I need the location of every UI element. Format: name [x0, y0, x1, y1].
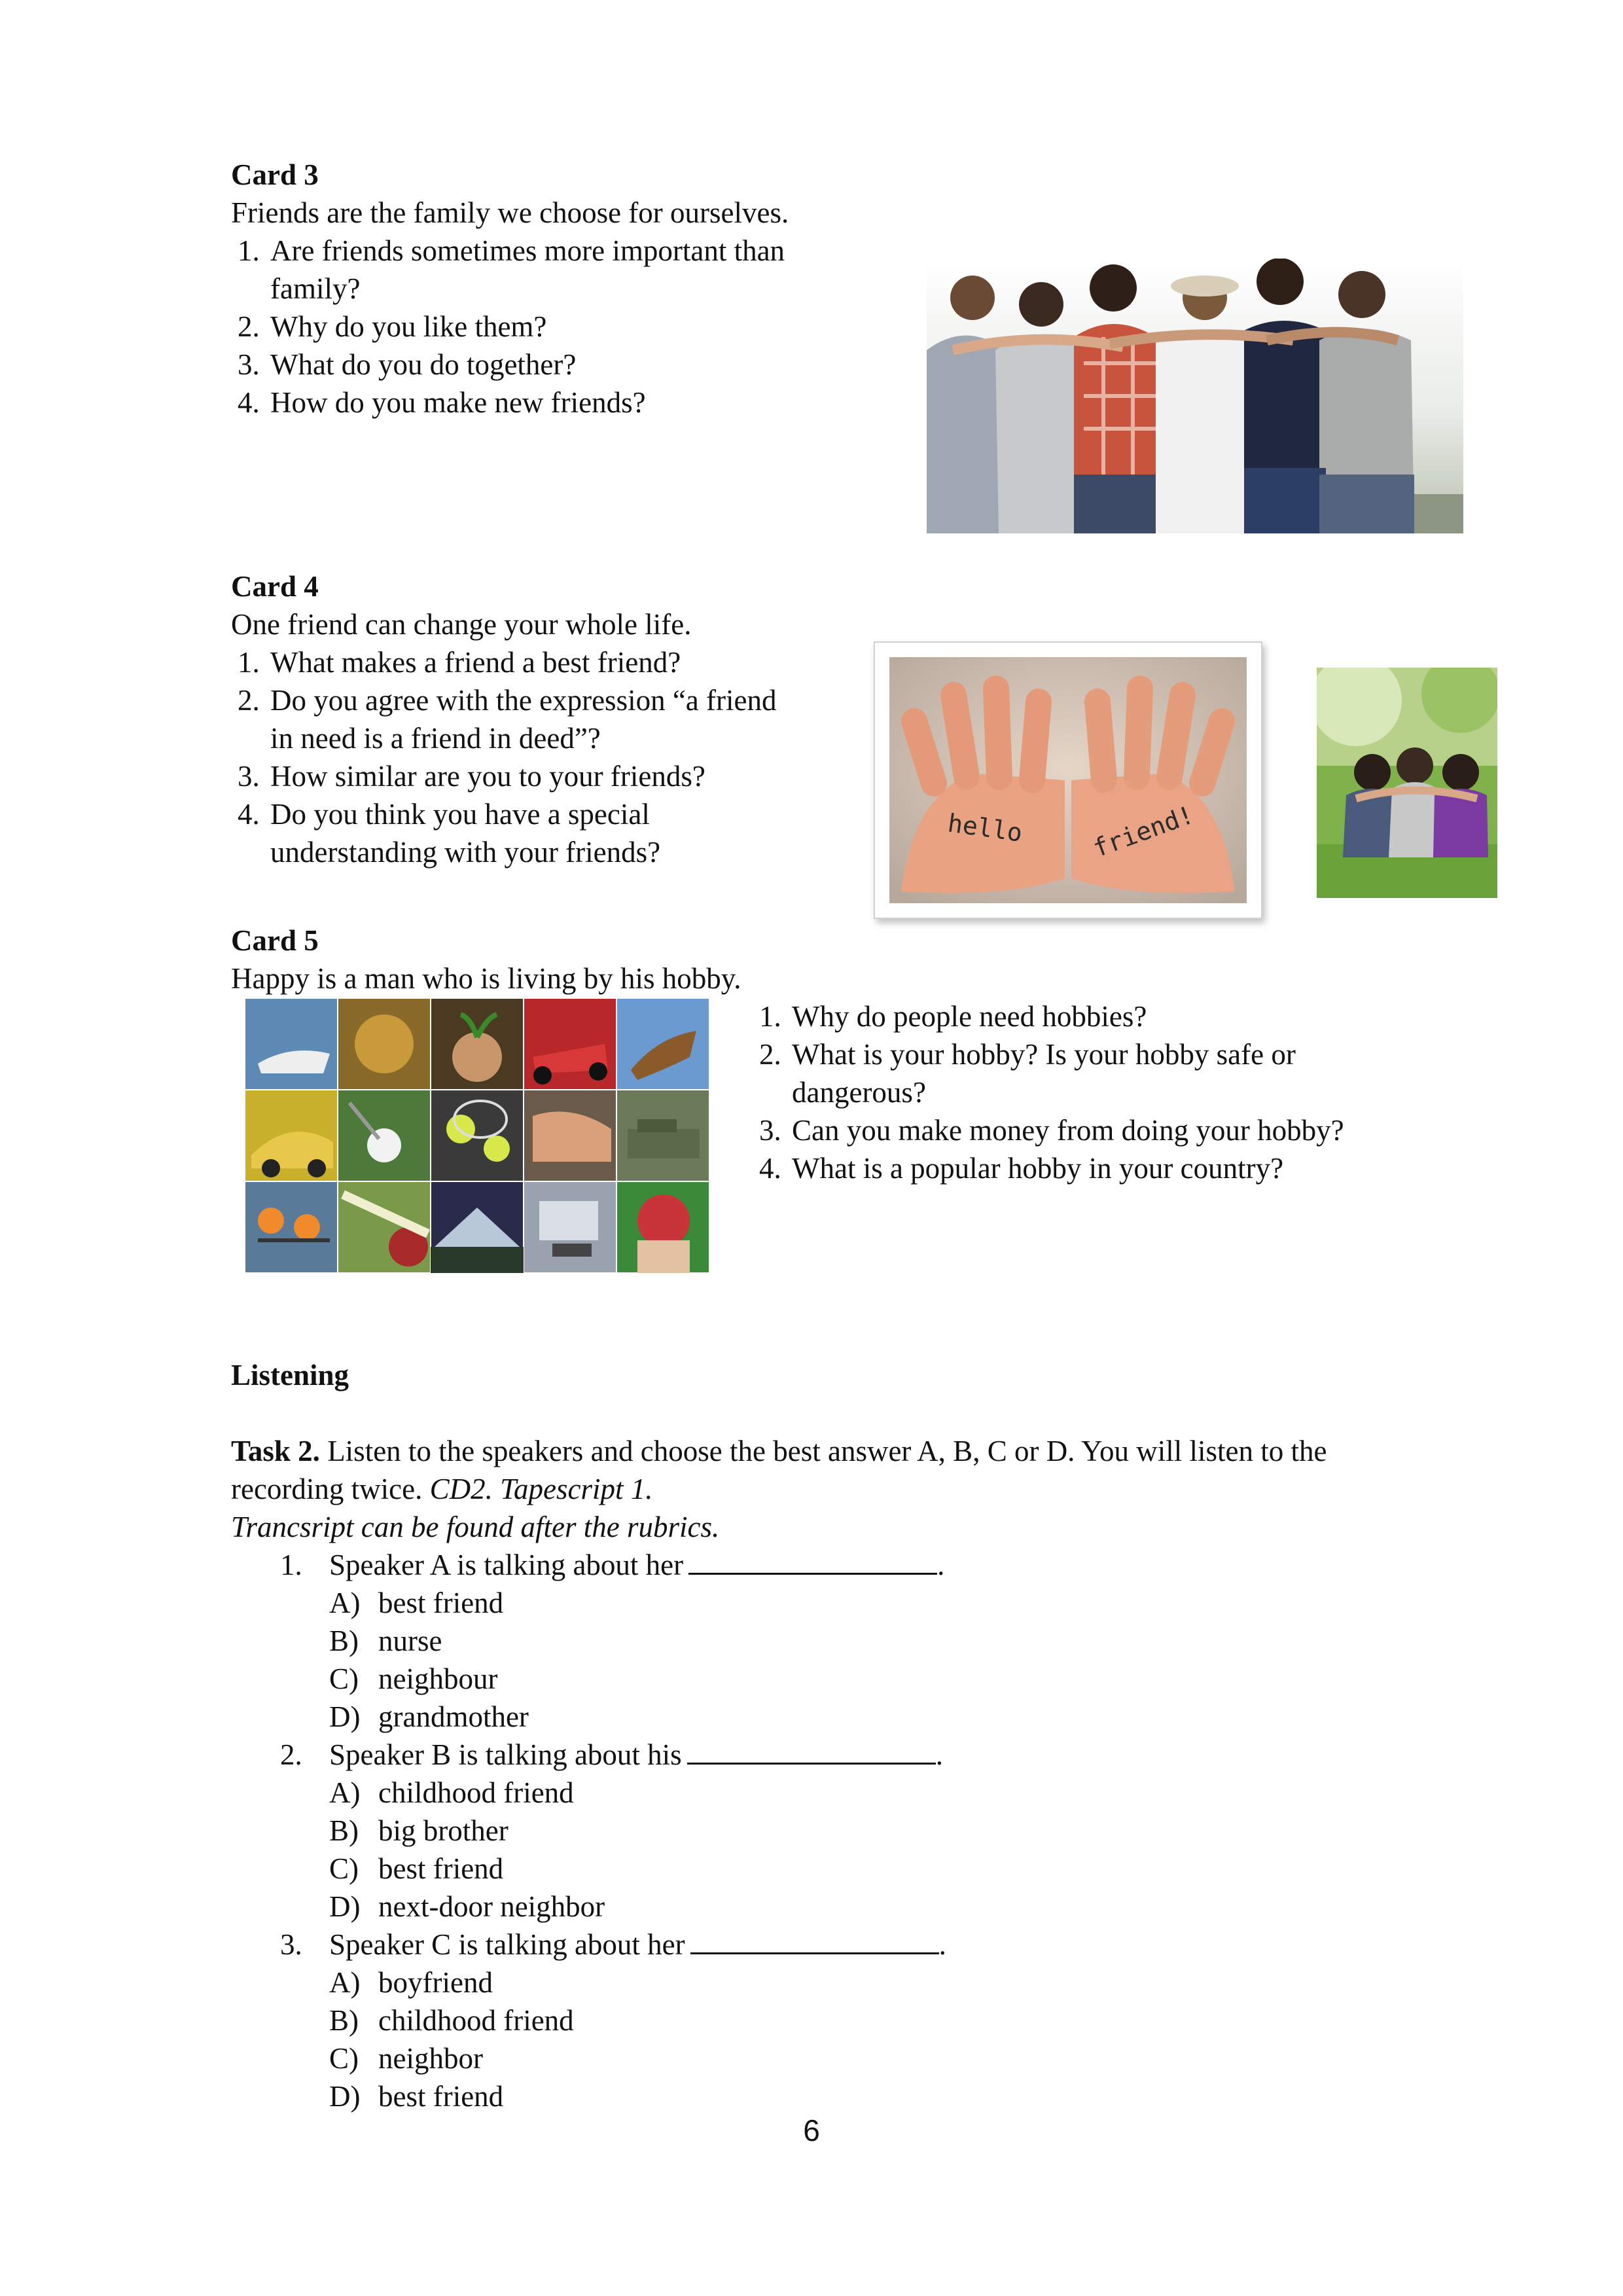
answer-option-text: best friend	[378, 2080, 504, 2113]
listening-questions	[231, 1546, 1514, 2115]
answer-option-letter: C)	[329, 1662, 359, 1695]
card-3-section	[231, 156, 885, 422]
listening-question-number: 3.	[280, 1928, 302, 1961]
hand-right-text: friend!	[1089, 800, 1198, 863]
listening-question-number: 1.	[280, 1549, 302, 1581]
card-3-title: Card 3	[231, 158, 319, 191]
question-item	[231, 346, 885, 384]
question-text-line: How similar are you to your friends?	[270, 760, 705, 793]
answer-option-text: big brother	[378, 1814, 508, 1847]
task-2-label: Task 2.	[231, 1435, 320, 1467]
answer-option-letter: B)	[329, 1624, 359, 1657]
card-5-section	[231, 922, 1082, 997]
question-item	[753, 1035, 1538, 1111]
answer-option	[231, 1888, 1514, 1926]
answer-option	[231, 2001, 1514, 2039]
answer-option-letter: B)	[329, 1814, 359, 1847]
task-2-instruction-line2	[231, 1470, 1514, 1508]
answer-option-letter: C)	[329, 2042, 359, 2075]
answer-option-text: best friend	[378, 1587, 504, 1619]
question-item	[231, 384, 885, 422]
answer-option-letter: A)	[329, 1776, 361, 1809]
card-5-quote: Happy is a man who is living by his hobby.	[231, 962, 741, 995]
question-text-line: What is a popular hobby in your country?	[792, 1152, 1284, 1185]
answer-option	[231, 1850, 1514, 1888]
friends-sitting-photo	[1317, 668, 1497, 898]
listening-section	[231, 1356, 1514, 2115]
answer-option-text: next-door neighbor	[378, 1890, 605, 1923]
question-text-line: Do you think you have a special	[270, 798, 650, 831]
question-item	[231, 232, 885, 308]
question-text-line: What do you do together?	[270, 348, 577, 381]
listening-heading: Listening	[231, 1359, 349, 1391]
question-number: 3.	[238, 348, 260, 381]
question-item	[231, 681, 885, 757]
card-4-quote: One friend can change your whole life.	[231, 608, 692, 641]
question-text-line: family?	[270, 272, 361, 305]
listening-question-number: 2.	[280, 1738, 302, 1771]
question-item	[231, 308, 885, 346]
answer-option-text: neighbour	[378, 1662, 498, 1695]
question-number: 2.	[238, 310, 260, 343]
card-5-title: Card 5	[231, 924, 319, 957]
answer-option-text: neighbor	[378, 2042, 483, 2075]
transcript-note-text: Trancsript can be found after the rubrics.	[231, 1511, 720, 1543]
answer-option	[231, 1660, 1514, 1698]
listening-question: 1. Speaker A is talking about her .	[231, 1546, 1514, 1584]
question-text-line: understanding with your friends?	[270, 836, 661, 869]
answer-option	[231, 1812, 1514, 1850]
listening-question-text: Speaker C is talking about her	[329, 1928, 685, 1961]
answer-blank[interactable]	[688, 1547, 937, 1575]
question-text-line: Why do you like them?	[270, 310, 547, 343]
question-text-line: What makes a friend a best friend?	[270, 646, 681, 679]
question-number: 2.	[759, 1038, 781, 1071]
card-5-questions	[753, 997, 1538, 1187]
answer-option	[231, 2039, 1514, 2077]
card-3-questions	[231, 232, 885, 422]
question-number: 4.	[238, 798, 260, 831]
answer-option-letter: C)	[329, 1852, 359, 1885]
task-2-instruction-line1	[231, 1432, 1514, 1470]
listening-question-text: Speaker B is talking about his	[329, 1738, 682, 1771]
question-number: 3.	[238, 760, 260, 793]
answer-option-text: boyfriend	[378, 1966, 493, 1999]
answer-option-text: grandmother	[378, 1700, 529, 1733]
question-number: 1.	[759, 1000, 781, 1033]
answer-option-text: best friend	[378, 1852, 504, 1885]
question-number: 3.	[759, 1114, 781, 1147]
listening-question-text: Speaker A is talking about her	[329, 1549, 684, 1581]
question-text-line: How do you make new friends?	[270, 386, 646, 419]
friends-group-photo	[927, 259, 1463, 533]
question-text-line: Are friends sometimes more important than	[270, 234, 785, 267]
card-4-title: Card 4	[231, 570, 319, 603]
hello-friend-hands-photo	[874, 641, 1262, 919]
question-number: 4.	[238, 386, 260, 419]
question-number: 1.	[238, 646, 260, 679]
card-3-quote: Friends are the family we choose for ourselves.	[231, 196, 789, 229]
card-5-questions-block	[753, 997, 1538, 1187]
answer-option	[231, 2077, 1514, 2115]
question-text-line: Why do people need hobbies?	[792, 1000, 1147, 1033]
answer-blank[interactable]	[690, 1926, 939, 1954]
transcript-note	[231, 1508, 1514, 1546]
page-number: 6	[803, 2113, 820, 2147]
hobbies-collage	[245, 998, 709, 1273]
answer-option	[231, 1622, 1514, 1660]
answer-option-letter: A)	[329, 1966, 361, 1999]
answer-option	[231, 1774, 1514, 1812]
answer-option	[231, 1584, 1514, 1622]
task-2-text-line1: Listen to the speakers and choose the best answer A, B, C or D. You will listen to the	[327, 1435, 1327, 1467]
question-text-line: in need is a friend in deed”?	[270, 722, 601, 755]
question-text-line: Do you agree with the expression “a friend	[270, 684, 777, 717]
answer-blank[interactable]	[687, 1736, 936, 1765]
question-text-line: dangerous?	[792, 1076, 926, 1109]
answer-option-text: nurse	[378, 1624, 442, 1657]
answer-option-letter: B)	[329, 2004, 359, 2037]
answer-option-text: childhood friend	[378, 1776, 574, 1809]
listening-question: 3. Speaker C is talking about her .	[231, 1926, 1514, 1964]
question-item	[753, 997, 1538, 1035]
question-item	[231, 757, 885, 795]
question-number: 4.	[759, 1152, 781, 1185]
answer-option-letter: A)	[329, 1587, 361, 1619]
answer-option-letter: D)	[329, 1890, 361, 1923]
answer-option-text: childhood friend	[378, 2004, 574, 2037]
question-item	[753, 1149, 1538, 1187]
question-item	[231, 643, 885, 681]
answer-option-letter: D)	[329, 1700, 361, 1733]
question-text-line: What is your hobby? Is your hobby safe or	[792, 1038, 1296, 1071]
card-4-questions	[231, 643, 885, 871]
question-number: 2.	[238, 684, 260, 717]
answer-option-letter: D)	[329, 2080, 361, 2113]
task-2-tapescript-ref: CD2. Tapescript 1.	[429, 1473, 653, 1505]
answer-option	[231, 1698, 1514, 1736]
card-4-section	[231, 567, 885, 871]
listening-question: 2. Speaker B is talking about his .	[231, 1736, 1514, 1774]
question-item	[231, 795, 885, 871]
answer-option	[231, 1964, 1514, 2001]
question-number: 1.	[238, 234, 260, 267]
hand-left-text: hello	[946, 808, 1024, 848]
question-item	[753, 1111, 1538, 1149]
question-text-line: Can you make money from doing your hobby?	[792, 1114, 1344, 1147]
task-2-text-line2: recording twice.	[231, 1473, 423, 1505]
